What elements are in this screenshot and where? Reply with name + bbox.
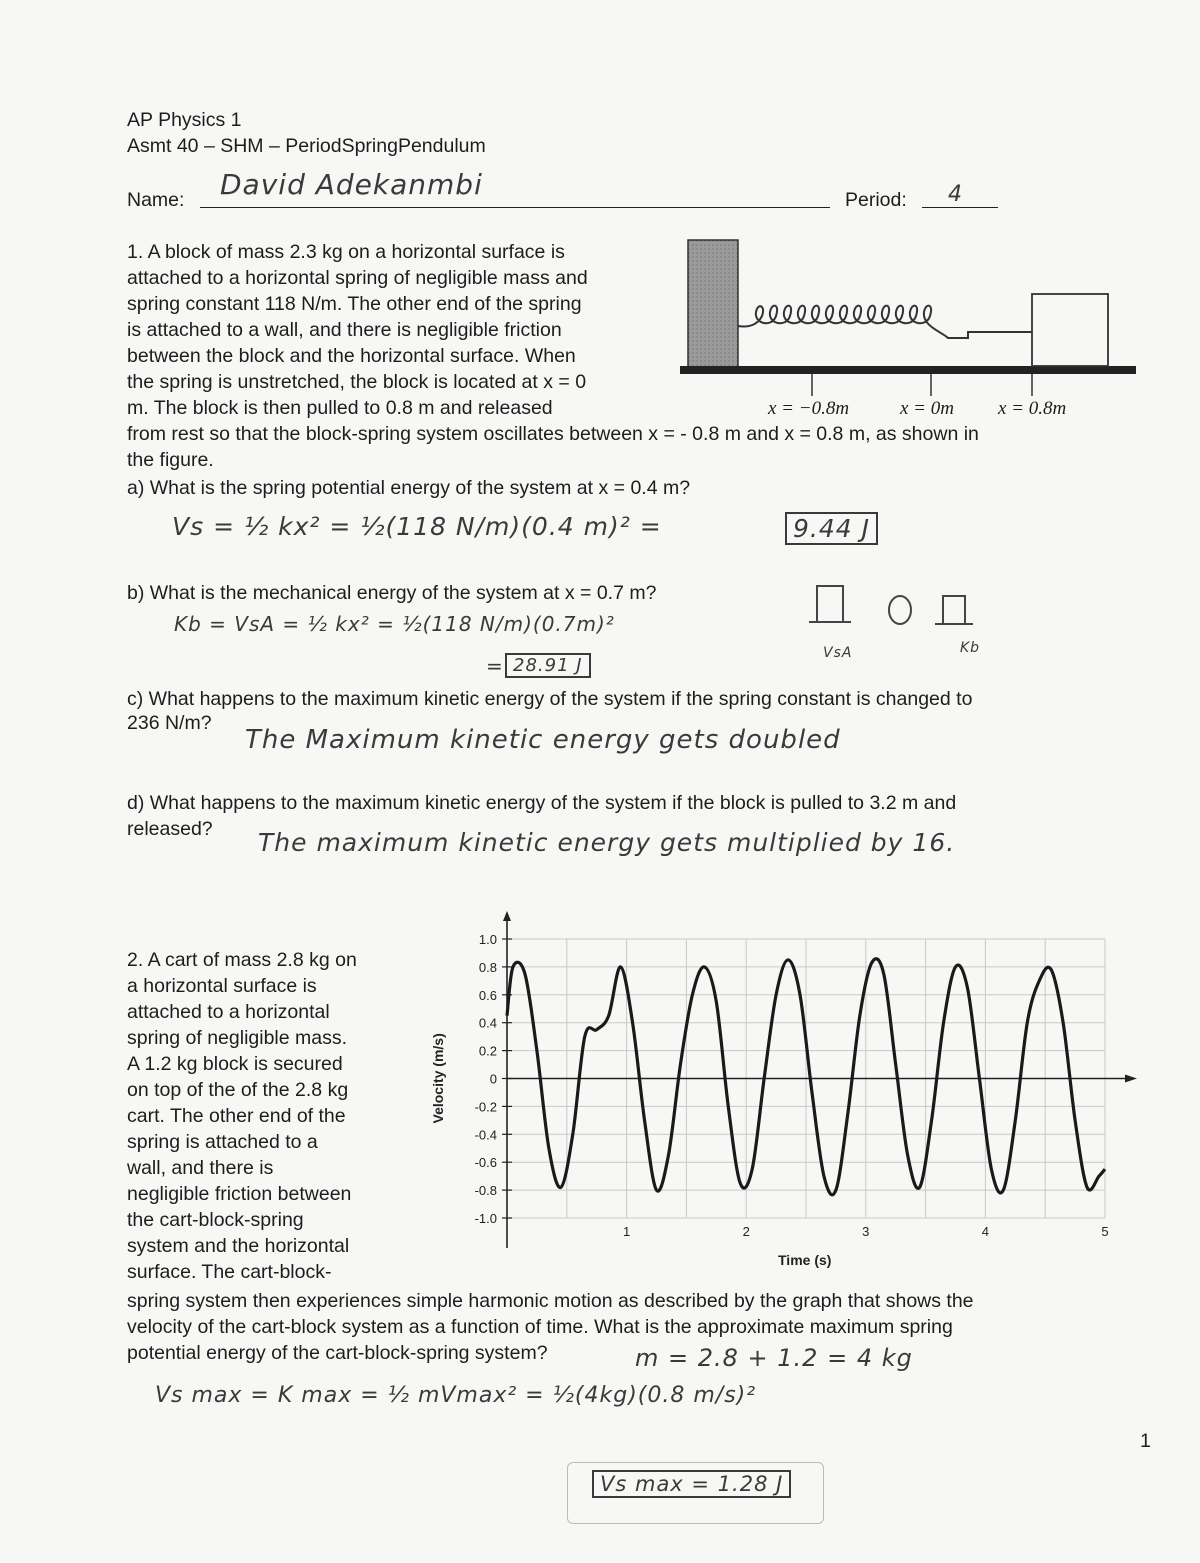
chart-y-axis-label: Velocity (m/s) [430,1033,446,1124]
spring-block-figure [680,236,1140,416]
q2-text-line: surface. The cart-block- [127,1261,332,1283]
q2-text-line: the cart-block-spring [127,1209,304,1231]
x-tick-label: 1 [622,1224,631,1239]
q1a-work: Vs = ½ kx² = ½(118 N/m)(0.4 m)² = [172,512,662,541]
q2-text-line: cart. The other end of the [127,1105,346,1127]
q2-text-line: wall, and there is [127,1157,274,1179]
assignment-title: Asmt 40 – SHM – PeriodSpringPendulum [127,135,486,157]
q1a-answer: 9.44 J [785,512,878,545]
y-tick-label: -0.2 [474,1099,497,1115]
q1c-question: c) What happens to the maximum kinetic energy of the system if the spring constant is changed to [127,688,973,710]
q1b-question: b) What is the mechanical energy of the system at x = 0.7 m? [127,582,657,604]
q2-mass-work: m = 2.8 + 1.2 = 4 kg [635,1344,913,1372]
y-tick-label: -0.4 [474,1127,497,1143]
period-underline [922,207,998,208]
y-tick-label: 0 [489,1071,497,1087]
figure-label-zero: x = 0m [900,398,954,419]
block [1032,294,1108,366]
y-tick-label: 0.8 [478,959,497,975]
floor [680,366,1136,374]
sketch-label-vsa: VsA [823,645,853,661]
course-title: AP Physics 1 [127,109,242,131]
name-label: Name: [127,189,185,211]
figure-label-pos: x = 0.8m [998,398,1067,419]
chart-x-ticks [623,1224,1109,1239]
q1a-question: a) What is the spring potential energy of the system at x = 0.4 m? [127,477,691,499]
figure-label-neg: x = −0.8m [768,398,850,419]
q1-text-line: m. The block is then pulled to 0.8 m and released [127,397,553,419]
x-axis-arrow [1125,1075,1137,1083]
q1d-question: d) What happens to the maximum kinetic energy of the system if the block is pulled to 3.2 m and [127,792,957,814]
y-tick-label: 0.6 [478,987,497,1003]
y-tick-label: -0.6 [474,1155,497,1171]
x-tick-label: 2 [742,1224,750,1239]
sketch-block-left [817,586,843,622]
sketch-zero [889,596,911,624]
wall [688,240,738,368]
q1b-work-eq: = [486,654,504,678]
q1-text-line: spring constant 118 N/m. The other end of the spring [127,293,582,315]
q1-text-line: from rest so that the block-spring system oscillates between x = - 0.8 m and x = 0.8 m, as shown in [127,423,979,445]
y-tick-label: -1.0 [474,1211,497,1226]
q2-text-line: potential energy of the cart-block-spring system? [127,1342,548,1364]
q2-text-line: system and the horizontal [127,1235,350,1257]
q1c-question-2: 236 N/m? [127,712,212,734]
q2-text-line: attached to a horizontal [127,1001,330,1023]
q1-text-line: the spring is unstretched, the block is located at x = 0 [127,371,587,393]
page-number: 1 [1140,1430,1151,1452]
q2-text-line: 2. A cart of mass 2.8 kg on [127,949,357,971]
q1b-answer: 28.91 J [505,653,591,678]
q2-text-line: a horizontal surface is [127,975,317,997]
q1d-question-2: released? [127,818,213,840]
q2-text-line: A 1.2 kg block is secured [127,1053,343,1075]
y-tick-label: 1.0 [478,932,497,947]
q2-text-line: on top of the of the 2.8 kg [127,1079,349,1101]
chart-x-axis-label: Time (s) [778,1252,832,1268]
chart-axes [503,911,1137,1248]
q1-text-line: attached to a horizontal spring of negligible mass and [127,267,588,289]
x-tick-label: 3 [862,1224,870,1239]
velocity-time-chart [415,905,1145,1275]
q2-text-line: spring of negligible mass. [127,1027,348,1049]
name-underline [200,207,830,208]
y-tick-label: 0.2 [478,1043,497,1059]
x-tick-label: 4 [981,1224,990,1239]
x-tick-label: 5 [1101,1224,1109,1239]
y-axis-arrow [503,911,511,921]
q2-text-line: negligible friction between [127,1183,352,1205]
q2-answer-frame [567,1462,824,1524]
q2-text-line: spring is attached to a [127,1131,318,1153]
q1d-answer: The maximum kinetic energy gets multiplied by 16. [258,828,956,857]
period-value: 4 [948,182,963,207]
q1-text-line: between the block and the horizontal surface. When [127,345,576,367]
y-tick-label: 0.4 [478,1015,497,1031]
q1c-answer: The Maximum kinetic energy gets doubled [245,725,841,755]
student-name: David Adekanmbi [220,168,483,201]
q1-text-line: is attached to a wall, and there is negligible friction [127,319,562,341]
q1-text-line: 1. A block of mass 2.3 kg on a horizontal surface is [127,241,565,263]
q2-work: Vs max = K max = ½ mVmax² = ½(4kg)(0.8 m/s)² [155,1383,757,1408]
period-label: Period: [845,189,907,211]
q1b-sketch [805,580,985,650]
sketch-label-kb: Kb [960,640,981,656]
sketch-block-right [943,596,965,624]
y-tick-label: -0.8 [474,1183,497,1199]
q1b-work: Kb = VsA = ½ kx² = ½(118 N/m)(0.7m)² [174,612,615,636]
q2-text-line: velocity of the cart-block system as a function of time. What is the approximate maximum spring [127,1316,953,1338]
spring [738,306,1032,338]
q2-answer: Vs max = 1.28 J [592,1470,791,1498]
q2-text-line: spring system then experiences simple harmonic motion as described by the graph that shows the [127,1290,974,1312]
q1-text-line: the figure. [127,449,214,471]
